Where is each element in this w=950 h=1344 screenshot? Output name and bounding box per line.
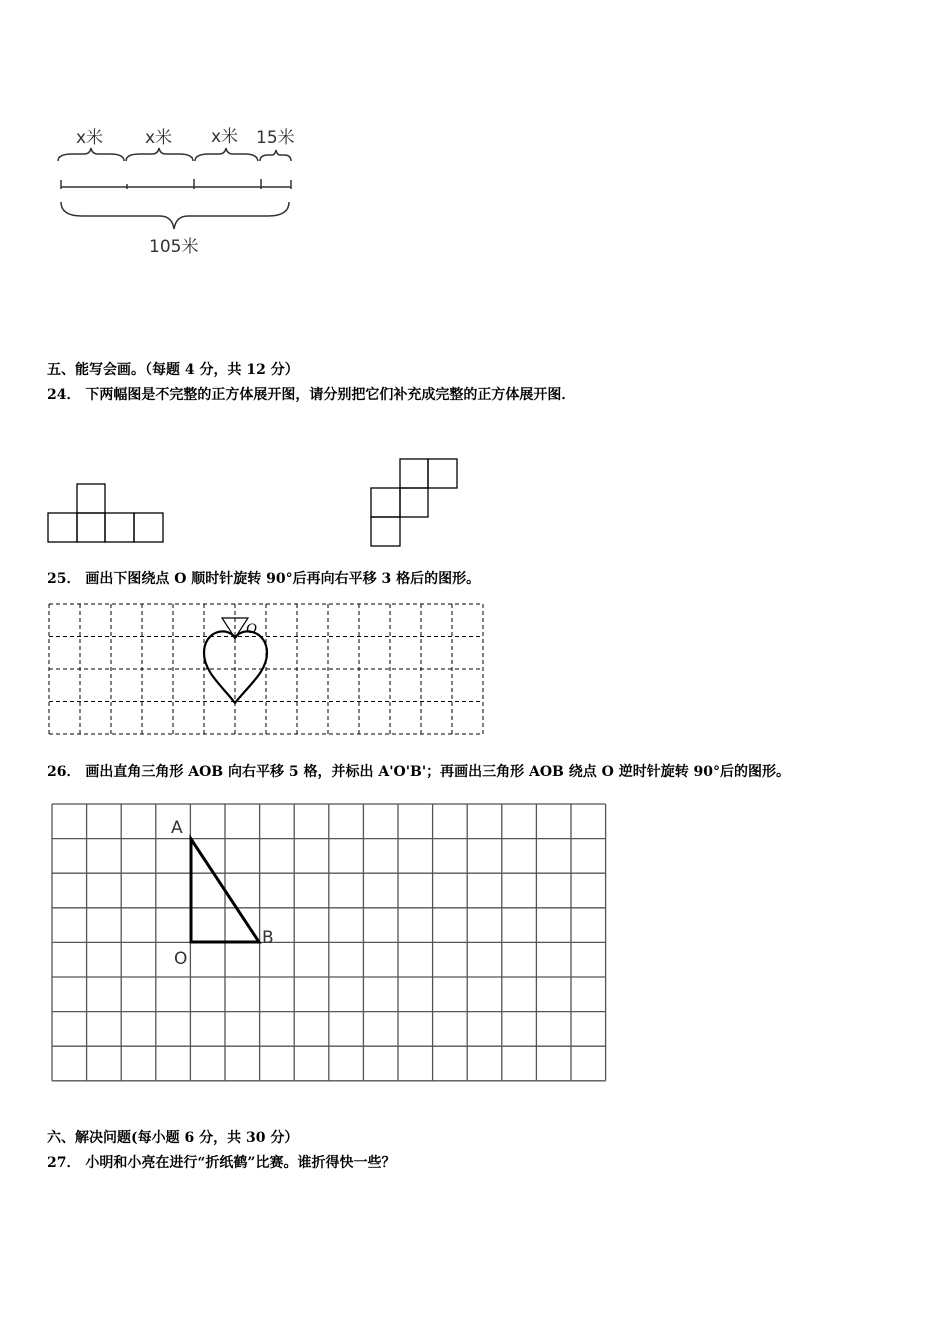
question-27: 27． 小明和小亮在进行“折纸鹤”比赛。谁折得快一些？	[47, 1155, 396, 1171]
label-o: O	[174, 949, 188, 969]
section-6-heading: 六、解决问题(每小题 6 分，共 30 分）	[47, 1130, 299, 1146]
segment-label-2: x米	[145, 128, 173, 148]
question-25: 25． 画出下图绕点 O 顺时针旋转 90°后再向右平移 3 格后的图形。	[47, 571, 481, 587]
segment-label-4: 15米	[256, 128, 295, 148]
segment-label-1: x米	[76, 128, 104, 148]
label-a: A	[171, 818, 183, 838]
label-b: B	[262, 928, 274, 948]
total-label: 105米	[149, 237, 199, 257]
question-24: 24． 下两幅图是不完整的正方体展开图，请分别把它们补充成完整的正方体展开图．	[47, 387, 576, 403]
point-o-label: O	[246, 621, 257, 637]
section-5-heading: 五、能写会画。（每题 4 分，共 12 分）	[47, 362, 299, 378]
question-26: 26． 画出直角三角形 AOB 向右平移 5 格，并标出 A'O'B'；再画出三角形 AOB 绕点 O 逆时针旋转 90°后的图形。	[47, 764, 791, 780]
segment-label-3: x米	[211, 127, 239, 147]
